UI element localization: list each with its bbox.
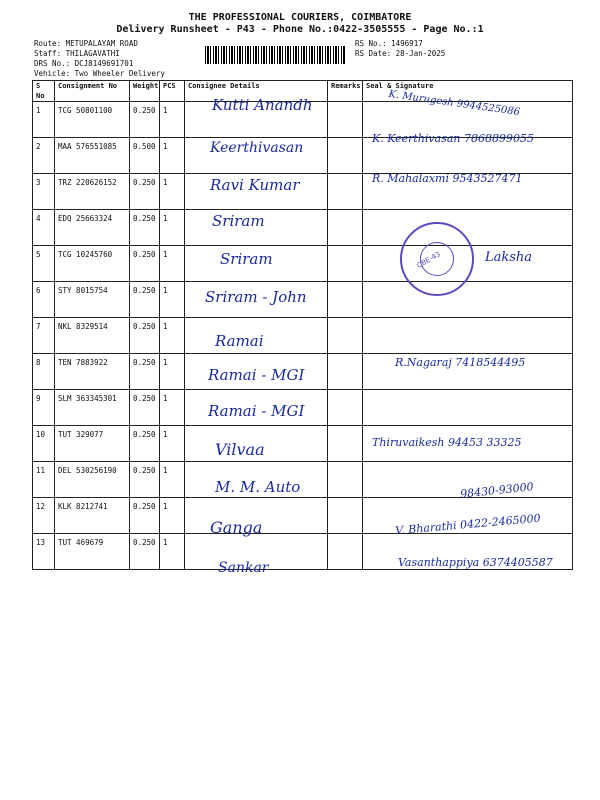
pcs: 1 <box>160 138 185 174</box>
consignment-no: SLM 363345301 <box>55 390 130 426</box>
remarks-cell <box>328 246 363 282</box>
weight: 0.250 <box>130 462 160 498</box>
sheet-subtitle: Delivery Runsheet - P43 - Phone No.:0422-3505555 - Page No.:1 <box>116 24 484 35</box>
pcs: 1 <box>160 246 185 282</box>
remarks-cell <box>328 174 363 210</box>
remarks-cell <box>328 498 363 534</box>
pcs: 1 <box>160 426 185 462</box>
consignment-no: TEN 7883922 <box>55 354 130 390</box>
weight: 0.500 <box>130 138 160 174</box>
handwritten-signature: V. Bharathi 0422-2465000 <box>394 511 542 538</box>
remarks-cell <box>328 462 363 498</box>
weight: 0.250 <box>130 318 160 354</box>
handwritten-consignee: Kutti Anandh <box>212 96 313 114</box>
remarks-cell <box>328 354 363 390</box>
sno: 6 <box>33 282 55 318</box>
weight: 0.250 <box>130 174 160 210</box>
handwritten-signature: Vasanthappiya 6374405587 <box>398 556 553 569</box>
sno: 2 <box>33 138 55 174</box>
handwritten-signature: K. Keerthivasan 7868899055 <box>372 132 534 145</box>
table-row <box>33 210 573 246</box>
sno: 4 <box>33 210 55 246</box>
handwritten-consignee: Ramai <box>215 332 264 350</box>
remarks-cell <box>328 282 363 318</box>
consignment-no: TUT 329077 <box>55 426 130 462</box>
pcs: 1 <box>160 462 185 498</box>
remarks-cell <box>328 102 363 138</box>
handwritten-consignee: Ramai - MGI <box>208 366 305 384</box>
remarks-cell <box>328 318 363 354</box>
signature-cell <box>363 318 573 354</box>
sno: 1 <box>33 102 55 138</box>
pcs: 1 <box>160 210 185 246</box>
remarks-cell <box>328 390 363 426</box>
handwritten-signature: R.Nagaraj 7418544495 <box>395 356 526 369</box>
col-signature: Seal & Signature <box>363 81 573 102</box>
sno: 11 <box>33 462 55 498</box>
sno: 3 <box>33 174 55 210</box>
consignment-no: NKL 8329514 <box>55 318 130 354</box>
remarks-cell <box>328 534 363 570</box>
consignment-no: DEL 530256190 <box>55 462 130 498</box>
table-row <box>33 318 573 354</box>
seal-lettering: CBE-43 <box>415 250 442 270</box>
consignment-no: MAA 576551085 <box>55 138 130 174</box>
col-consignment: Consignment No <box>55 81 130 102</box>
barcode <box>205 46 345 64</box>
handwritten-consignee: Sriram <box>212 212 265 230</box>
pcs: 1 <box>160 390 185 426</box>
weight: 0.250 <box>130 102 160 138</box>
consignment-no: TUT 469679 <box>55 534 130 570</box>
drs-number: DRS No.: DCJ8149691701 <box>34 59 134 68</box>
sno: 5 <box>33 246 55 282</box>
consignment-no: EDQ 25663324 <box>55 210 130 246</box>
weight: 0.250 <box>130 210 160 246</box>
signature-cell <box>363 282 573 318</box>
remarks-cell <box>328 138 363 174</box>
handwritten-signature: 98430-93000 <box>459 480 535 501</box>
sno: 13 <box>33 534 55 570</box>
handwritten-consignee: Vilvaa <box>215 440 265 459</box>
sno: 9 <box>33 390 55 426</box>
col-pcs: PCS <box>160 81 185 102</box>
col-consignee: Consignee Details <box>185 81 328 102</box>
sno: 12 <box>33 498 55 534</box>
remarks-cell <box>328 210 363 246</box>
consignment-no: TCG 10245760 <box>55 246 130 282</box>
staff-label: Staff: THILAGAVATHI <box>34 49 120 58</box>
weight: 0.250 <box>130 354 160 390</box>
sheet-title: THE PROFESSIONAL COURIERS, COIMBATORE <box>188 12 412 23</box>
route-label: Route: METUPALAYAM ROAD <box>34 39 138 48</box>
handwritten-signature: K. Murugesh 9944525086 <box>387 88 521 119</box>
pcs: 1 <box>160 102 185 138</box>
pcs: 1 <box>160 354 185 390</box>
handwritten-consignee: Sriram <box>220 250 273 268</box>
pcs: 1 <box>160 498 185 534</box>
handwritten-consignee: Ravi Kumar <box>210 176 300 194</box>
sno: 8 <box>33 354 55 390</box>
handwritten-consignee: Ramai - MGI <box>208 402 305 420</box>
handwritten-consignee: Sriram - John <box>205 288 307 306</box>
weight: 0.250 <box>130 282 160 318</box>
pcs: 1 <box>160 282 185 318</box>
remarks-cell <box>328 426 363 462</box>
sno: 7 <box>33 318 55 354</box>
handwritten-consignee: M. M. Auto <box>215 478 301 496</box>
handwritten-signature: R. Mahalaxmi 9543527471 <box>372 172 523 185</box>
company-seal-stamp <box>400 222 474 296</box>
pcs: 1 <box>160 174 185 210</box>
weight: 0.250 <box>130 534 160 570</box>
handwritten-signature: Thiruvaikesh 94453 33325 <box>372 436 522 449</box>
weight: 0.250 <box>130 246 160 282</box>
weight: 0.250 <box>130 390 160 426</box>
col-sno: S No <box>33 81 55 102</box>
pcs: 1 <box>160 534 185 570</box>
signature-cell <box>363 390 573 426</box>
col-remarks: Remarks <box>328 81 363 102</box>
consignment-no: TCG 50801100 <box>55 102 130 138</box>
sno: 10 <box>33 426 55 462</box>
handwritten-consignee: Keerthivasan <box>210 140 304 156</box>
rs-number: RS No.: 1496917 <box>355 39 423 48</box>
handwritten-consignee: Sankar <box>218 560 269 576</box>
consignment-no: TRZ 220626152 <box>55 174 130 210</box>
rs-date: RS Date: 28-Jan-2025 <box>355 49 446 58</box>
consignment-no: STY 8015754 <box>55 282 130 318</box>
consignment-no: KLK 8212741 <box>55 498 130 534</box>
pcs: 1 <box>160 318 185 354</box>
col-weight: Weight <box>130 81 160 102</box>
weight: 0.250 <box>130 498 160 534</box>
weight: 0.250 <box>130 426 160 462</box>
handwritten-signature: Laksha <box>485 250 533 265</box>
handwritten-consignee: Ganga <box>210 518 263 537</box>
vehicle-label: Vehicle: Two Wheeler Delivery <box>34 69 165 78</box>
